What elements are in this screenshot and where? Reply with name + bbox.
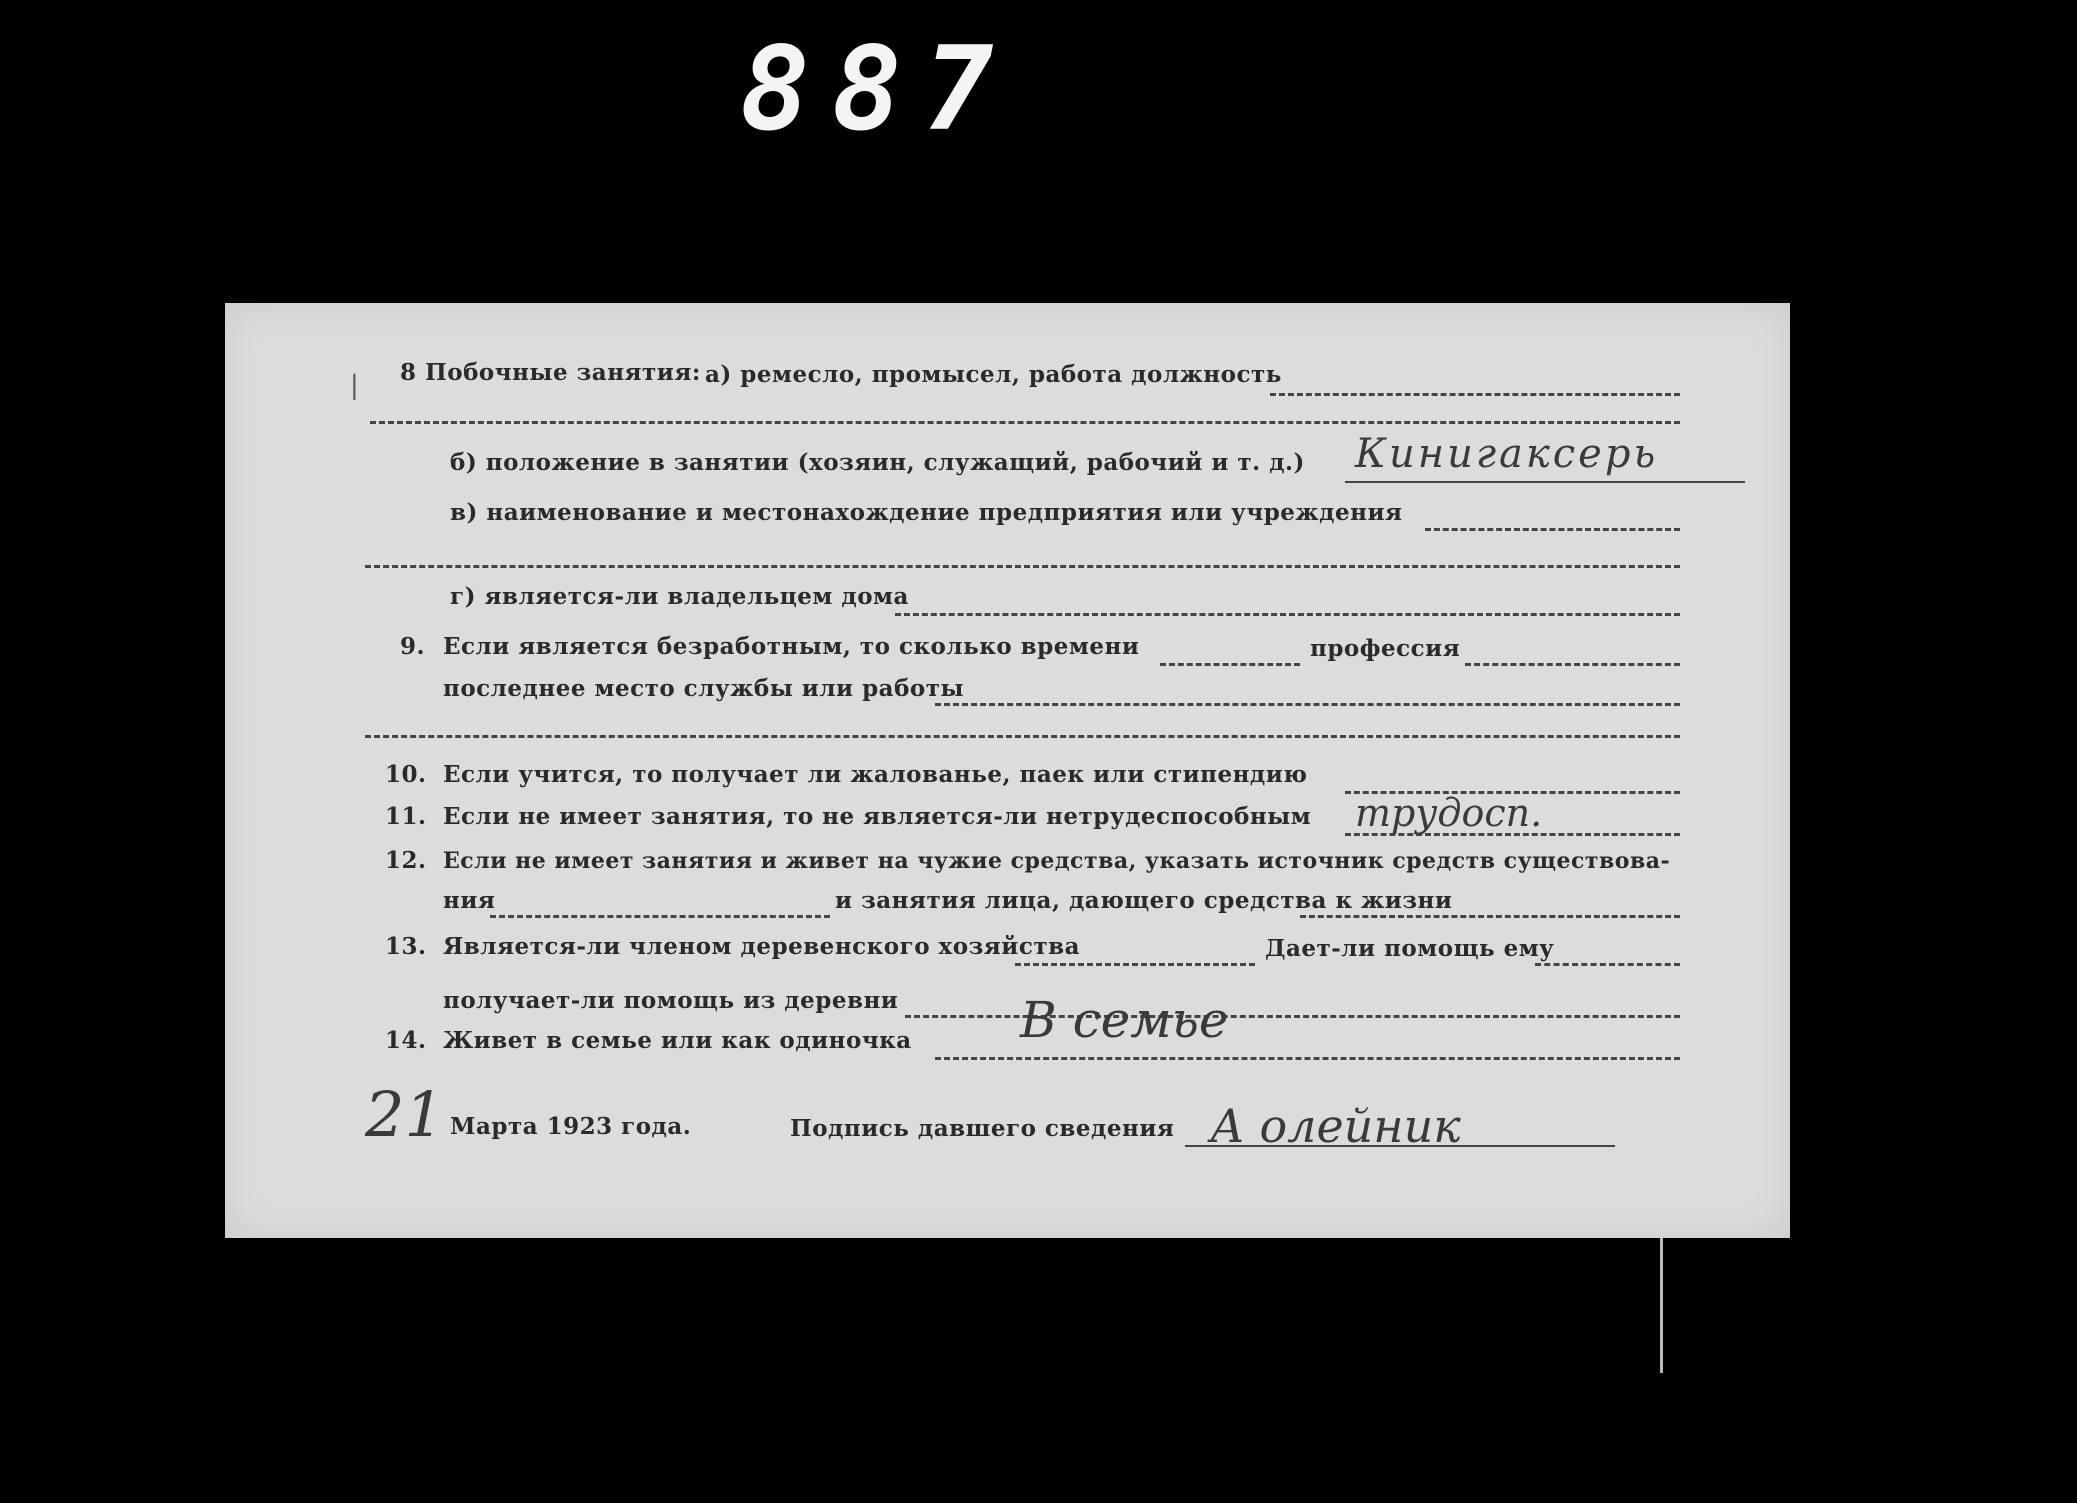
item11-number: 11. [385,803,427,830]
signature-label: Подпись давшего сведения [790,1115,1175,1142]
item11-label: Если не имеет занятия, то не является-ли нетрудеспособным [443,803,1312,830]
item14-label: Живет в семье или как одиночка [443,1027,912,1054]
film-scratch [1660,1238,1663,1373]
item12-number: 12. [385,847,427,874]
item9-profession-line [1465,663,1680,666]
item14-number: 14. [385,1027,427,1054]
item9-line2-label: последнее место службы или работы [443,675,965,702]
item14-answer: В семье [1020,991,1229,1049]
item12-source-line [490,915,830,918]
item8c-line2 [365,565,1680,568]
item9-line3 [365,735,1680,738]
item12-line2a-label: ния [443,887,496,914]
item10-number: 10. [385,761,427,788]
item8a-line2 [370,421,1680,424]
item13-member-line [1015,963,1255,966]
item8a-label: а) ремесло, промысел, работа должность [705,361,1282,388]
item13-help-label: Дает-ли помощь ему [1265,935,1555,962]
item9-label: Если является безработным, то сколько времени [443,633,1140,660]
item9-profession-label: профессия [1310,635,1461,662]
item12-label: Если не имеет занятия и живет на чужие средства, указать источник средств существова- [443,848,1671,874]
item12-line [1300,915,1680,918]
date-day: 21 [365,1078,444,1151]
date-text: Марта 1923 года. [450,1113,692,1140]
item8a-line [1270,393,1680,396]
frame-number: 887 [740,22,1016,157]
item8b-label: б) положение в занятии (хозяин, служащий, рабочий и т. д.) [450,449,1305,476]
stray-mark: | [350,371,359,401]
form-card [225,303,1790,1238]
item14-line [935,1057,1680,1060]
item9-time-line [1160,663,1300,666]
item9-number: 9. [400,633,426,660]
item13-number: 13. [385,933,427,960]
item10-label: Если учится, то получает ли жалованье, паек или стипендию [443,761,1308,788]
item8d-line [895,613,1680,616]
item8c-line [1425,528,1680,531]
item12-line2b-label: и занятия лица, дающего средства к жизни [835,887,1453,914]
item13-label: Является-ли членом деревенского хозяйства [443,933,1080,960]
item8b-answer: Кинигаксерь [1355,431,1659,477]
item9-line2 [935,703,1680,706]
item8b-line [1345,481,1745,483]
item8c-label: в) наименование и местонахождение предприятия или учреждения [450,499,1403,526]
signature-value: А олейник [1210,1099,1461,1153]
item13-help-line [1535,963,1680,966]
item8-label: 8 Побочные занятия: [400,359,701,386]
item8d-label: г) является-ли владельцем дома [450,583,909,610]
item13-line2-label: получает-ли помощь из деревни [443,987,899,1014]
item11-answer: трудосп. [1355,791,1543,835]
